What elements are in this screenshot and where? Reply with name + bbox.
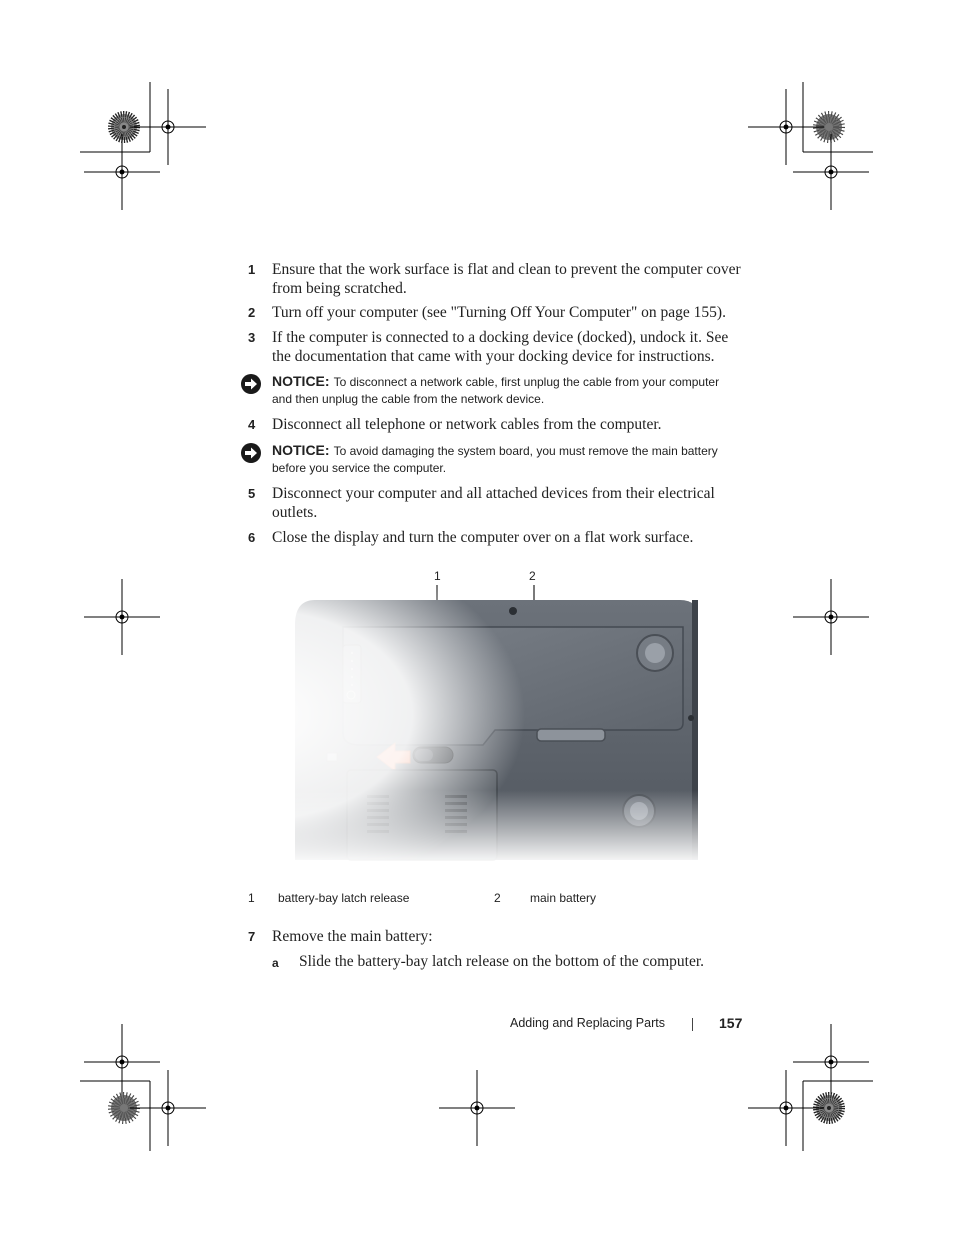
footer-separator bbox=[692, 1018, 693, 1031]
legend-num-2: 2 bbox=[494, 891, 501, 905]
substep-letter: a bbox=[272, 956, 279, 970]
step-number: 7 bbox=[248, 929, 256, 944]
step-number: 4 bbox=[248, 417, 256, 432]
step-text: Remove the main battery: bbox=[272, 928, 433, 945]
step-number: 1 bbox=[248, 262, 256, 277]
legend-label-main-battery: main battery bbox=[530, 891, 597, 905]
notice-text: To disconnect a network cable, first unplug the cable from your computer and then unplug the cable from the network device. bbox=[272, 375, 720, 406]
legend-num-1: 1 bbox=[248, 891, 255, 905]
legend-label-battery-latch: battery-bay latch release bbox=[278, 891, 410, 905]
notice-arrow-icon bbox=[240, 373, 262, 395]
notice-label: NOTICE: bbox=[272, 373, 330, 389]
step-number: 5 bbox=[248, 486, 256, 501]
step-number: 2 bbox=[248, 305, 256, 320]
step-number: 3 bbox=[248, 330, 256, 345]
step-text: Disconnect your computer and all attached devices from their electrical outlets. bbox=[272, 485, 715, 521]
step-text: Ensure that the work surface is flat and clean to prevent the computer cover from being scratched. bbox=[272, 261, 741, 297]
substep-text: Slide the battery-bay latch release on the bottom of the computer. bbox=[299, 953, 705, 970]
footer-section-title: Adding and Replacing Parts bbox=[510, 1016, 665, 1030]
step-text: Close the display and turn the computer over on a flat work surface. bbox=[272, 529, 694, 546]
step-text: If the computer is connected to a docking device (docked), undock it. See the documentation that came with your docking device for instructions. bbox=[272, 329, 729, 365]
step-number: 6 bbox=[248, 530, 256, 545]
notice-arrow-icon bbox=[240, 442, 262, 464]
step-text: Turn off your computer (see "Turning Off Your Computer" on page 155). bbox=[272, 304, 726, 321]
notice-label: NOTICE: bbox=[272, 442, 330, 458]
notice-text: To avoid damaging the system board, you must remove the main battery before you service the computer. bbox=[272, 444, 718, 475]
battery-bay-illustration bbox=[255, 565, 705, 865]
page-number: 157 bbox=[719, 1015, 743, 1031]
step-text: Disconnect all telephone or network cables from the computer. bbox=[272, 416, 662, 433]
